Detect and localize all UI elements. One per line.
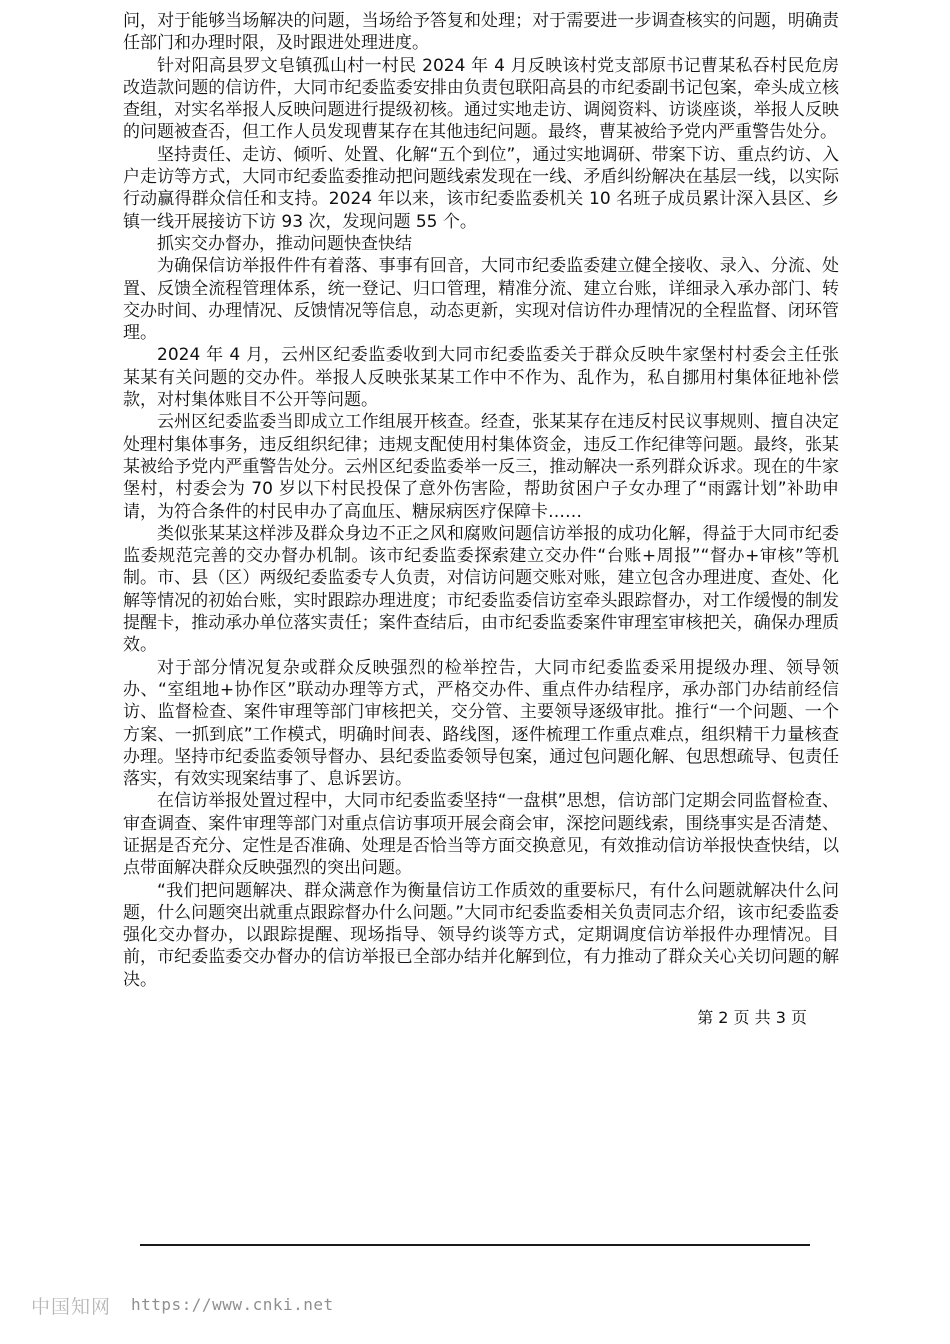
paragraph: 为确保信访举报件件有着落、事事有回音，大同市纪委监委建立健全接收、录入、分流、处置、反馈全流程管理体系，统一登记、归口管理，精准分流、建立台账，详细录入承办部门、转交办时间、办理情况、反馈情况等信息，动态更新，实现对信访件办理情况的全程监督、闭环管理。	[123, 256, 839, 344]
paragraph: 抓实交办督办，推动问题快查快结	[157, 233, 412, 254]
paragraph: 针对阳高县罗文皂镇孤山村一村民 2024 年 4 月反映该村党支部原书记曹某私吞村民危房改造款问题的信访件，大同市纪委监委安排由负责包联阳高县的市纪委副书记包案，牵头成立核查组，对实名举报人反映问题进行提级初核。通过实地走访、调阅资料、访谈座谈，举报人反映的问题被查否，但工作人员发现曹某存在其他违纪问题。最终，曹某被给予党内严重警告处分。	[123, 55, 839, 143]
paragraph: 在信访举报处置过程中，大同市纪委监委坚持“一盘棋”思想，信访部门定期会同监督检查、审查调查、案件审理等部门对重点信访事项开展会商会审，深挖问题线索，围绕事实是否清楚、证据是否充分、定性是否准确、处理是否恰当等方面交换意见，有效推动信访举报快查快结，以点带面解决群众反映强烈的突出问题。	[123, 791, 839, 879]
paragraph: 云州区纪委监委当即成立工作组展开核查。经查，张某某存在违反村民议事规则、擅自决定处理村集体事务，违反组织纪律；违规支配使用村集体资金，违反工作纪律等问题。最终，张某某被给予党内严重警告处分。云州区纪委监委举一反三，推动解决一系列群众诉求。现在的牛家堡村，村委会为 70 岁以下村民投保了意外伤害险，帮助贫困户子女办理了“雨露计划”补助申请，为符合条件的村民申办了高血压、糖尿病医疗保障卡……	[123, 412, 839, 522]
paragraph: 类似张某某这样涉及群众身边不正之风和腐败问题信访举报的成功化解，得益于大同市纪委监委规范完善的交办督办机制。该市纪委监委探索建立交办件“台账+周报”“督办+审核”等机制。市、县（区）两级纪委监委专人负责，对信访问题交账对账，建立包含办理进度、查处、化解等情况的初始台账，实时跟踪办理进度；市纪委监委信访室牵头跟踪督办，对工作缓慢的制发提醒卡，推动承办单位落实责任；案件查结后，由市纪委监委案件审理室审核把关，确保办理质效。	[123, 523, 839, 656]
footer-divider	[140, 1244, 810, 1246]
paragraph: 问，对于能够当场解决的问题，当场给予答复和处理；对于需要进一步调查核实的问题，明确责任部门和办理时限，及时跟进处理进度。	[123, 11, 839, 54]
paragraph: 对于部分情况复杂或群众反映强烈的检举控告，大同市纪委监委采用提级办理、领导领办、“室组地+协作区”联动办理等方式，严格交办件、重点件办结程序，承办部门办结前经信访、监督检查、案件审理等部门审核把关，交分管、主要领导逐级审批。推行“一个问题、一个方案、一抓到底”工作模式，明确时间表、路线图，逐件梳理工作重点难点，组织精干力量核查办理。坚持市纪委监委领导督办、县纪委监委领导包案，通过包问题化解、包思想疏导、包责任落实，有效实现案结事了、息诉罢访。	[123, 657, 839, 790]
page-number: 第 2 页 共 3 页	[697, 1008, 807, 1027]
paragraph: “我们把问题解决、群众满意作为衡量信访工作质效的重要标尺，有什么问题就解决什么问题，什么问题突出就重点跟踪督办什么问题。”大同市纪委监委相关负责同志介绍，该市纪委监委强化交办督办，以跟踪提醒、现场指导、领导约谈等方式，定期调度信访举报件办理情况。目前，市纪委监委交办督办的信访举报已全部办结并化解到位，有力推动了群众关心关切问题的解决。	[123, 880, 839, 990]
document-body	[123, 10, 839, 991]
cnki-logo-text: 中国知网	[31, 1296, 112, 1318]
paragraph: 2024 年 4 月，云州区纪委监委收到大同市纪委监委关于群众反映牛家堡村村委会主任张某某有关问题的交办件。举报人反映张某某工作中不作为、乱作为，私自挪用村集体征地补偿款，对村集体账目不公开等问题。	[123, 345, 839, 411]
paragraph: 坚持责任、走访、倾听、处置、化解“五个到位”，通过实地调研、带案下访、重点约访、入户走访等方式，大同市纪委监委推动把问题线索发现在一线、矛盾纠纷解决在基层一线，以实际行动赢得群众信任和支持。2024 年以来，该市纪委监委机关 10 名班子成员累计深入县区、乡镇一线开展接访下访 93 次，发现问题 55 个。	[123, 144, 839, 232]
cnki-url: https://www.cnki.net	[131, 1295, 334, 1314]
